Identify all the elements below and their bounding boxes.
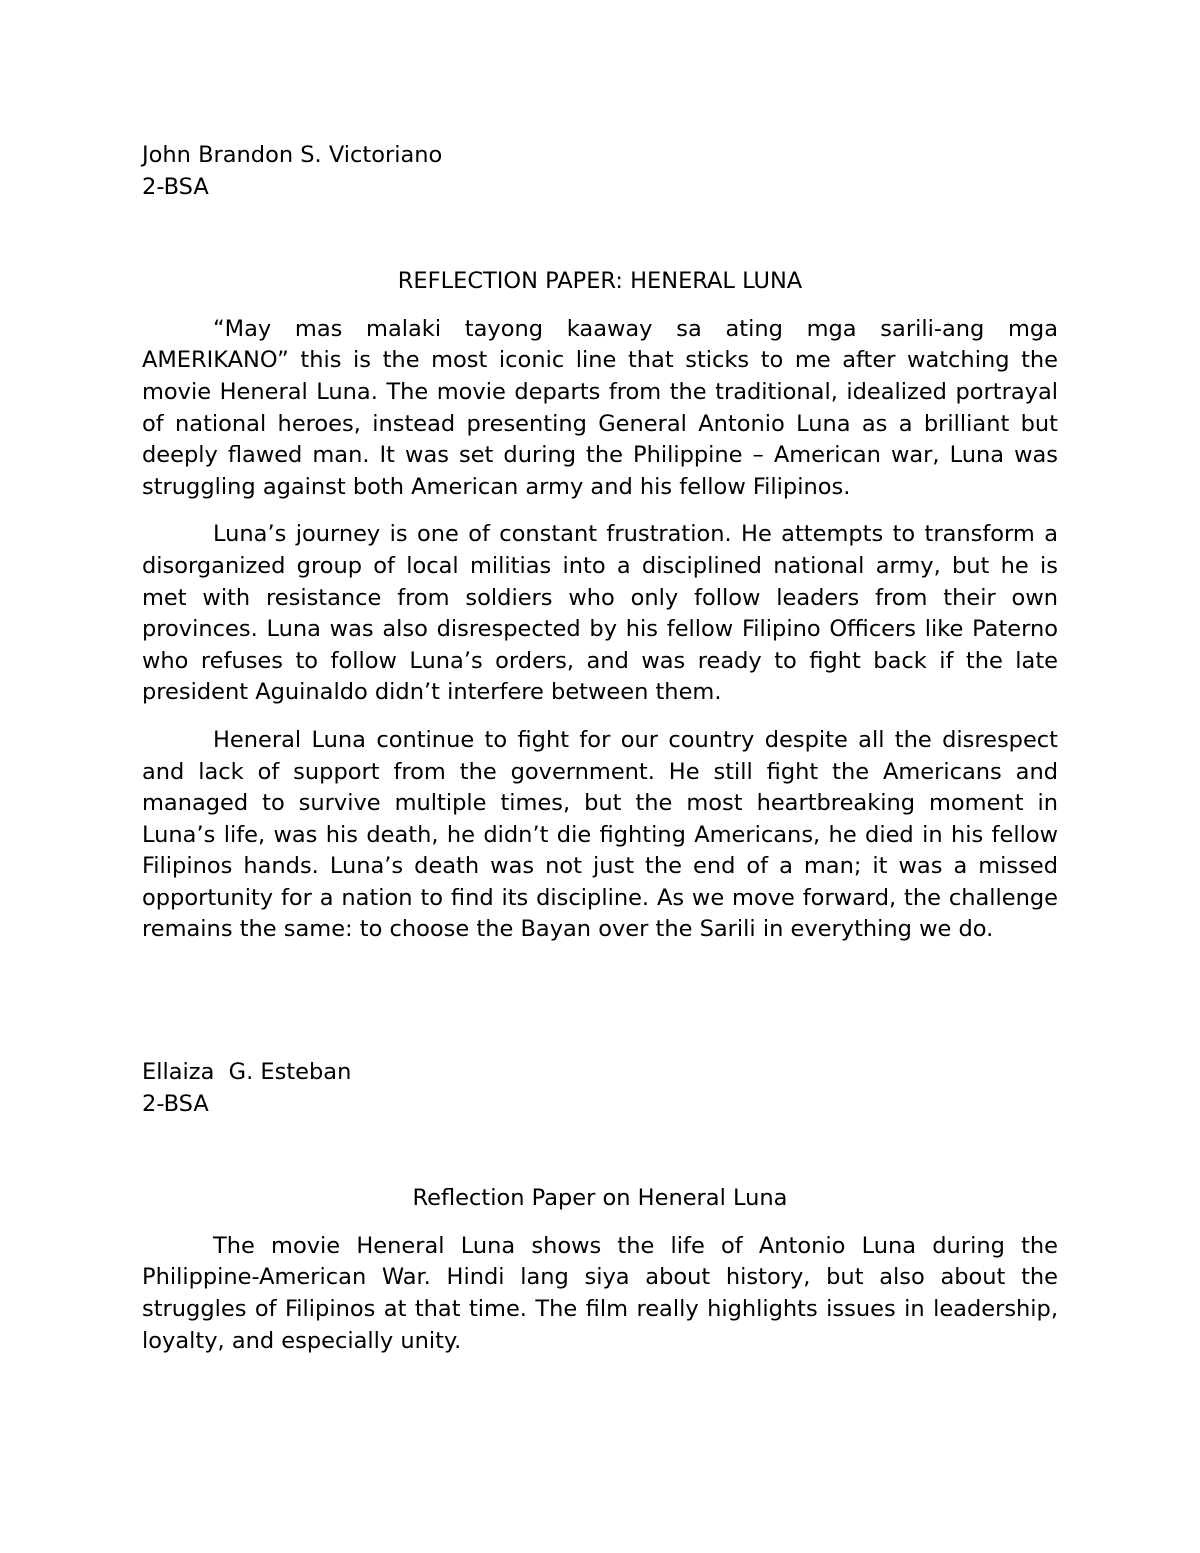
essay2-paragraph-1: The movie Heneral Luna shows the life of Antonio Luna during the Philippine-American War. Hindi lang siya about history, but also about the struggles of Filipinos at that time. The film really highlights issues in leadership, loyalty, and especially unity. — [142, 1232, 1058, 1354]
essay1-paragraph-1: “May mas malaki tayong kaaway sa ating mga sarili-ang mga AMERIKANO” this is the most iconic line that sticks to me after watching the movie Heneral Luna. The movie departs from the traditional, idealized portrayal of national heroes, instead presenting General Antonio Luna as a brilliant but deeply flawed man. It was set during the Philippine – American war, Luna was struggling against both American army and his fellow Filipinos. — [142, 315, 1058, 500]
essay2-author: Ellaiza G. Esteban — [142, 1059, 352, 1086]
essay1-paragraph-3: Heneral Luna continue to fight for our country despite all the disrespect and lack of support from the government. He still fight the Americans and managed to survive multiple times, but the most heartbreaking moment in Luna’s life, was his death, he didn’t die fighting Americans, he died in his fellow Filipinos hands. Luna’s death was not just the end of a man; it was a missed opportunity for a nation to find its discipline. As we move forward, the challenge remains the same: to choose the Bayan over the Sarili in everything we do. — [142, 726, 1058, 943]
essay1-title: REFLECTION PAPER: HENERAL LUNA — [397, 268, 803, 295]
essay1-author: John Brandon S. Victoriano — [142, 142, 443, 168]
document-page — [142, 140, 1058, 1357]
essay1-section: 2-BSA — [142, 173, 209, 200]
essay2-section: 2-BSA — [142, 1090, 209, 1117]
essay1-paragraph-2: Luna’s journey is one of constant frustration. He attempts to transform a disorganized group of local militias into a disciplined national army, but he is met with resistance from soldiers who only follow leaders from their own provinces. Luna was also disrespected by his fellow Filipino Officers like Paterno who refuses to follow Luna’s orders, and was ready to fight back if the late president Aguinaldo didn’t interfere between them. — [142, 521, 1058, 706]
essay2-title: Reflection Paper on Heneral Luna — [412, 1185, 788, 1212]
